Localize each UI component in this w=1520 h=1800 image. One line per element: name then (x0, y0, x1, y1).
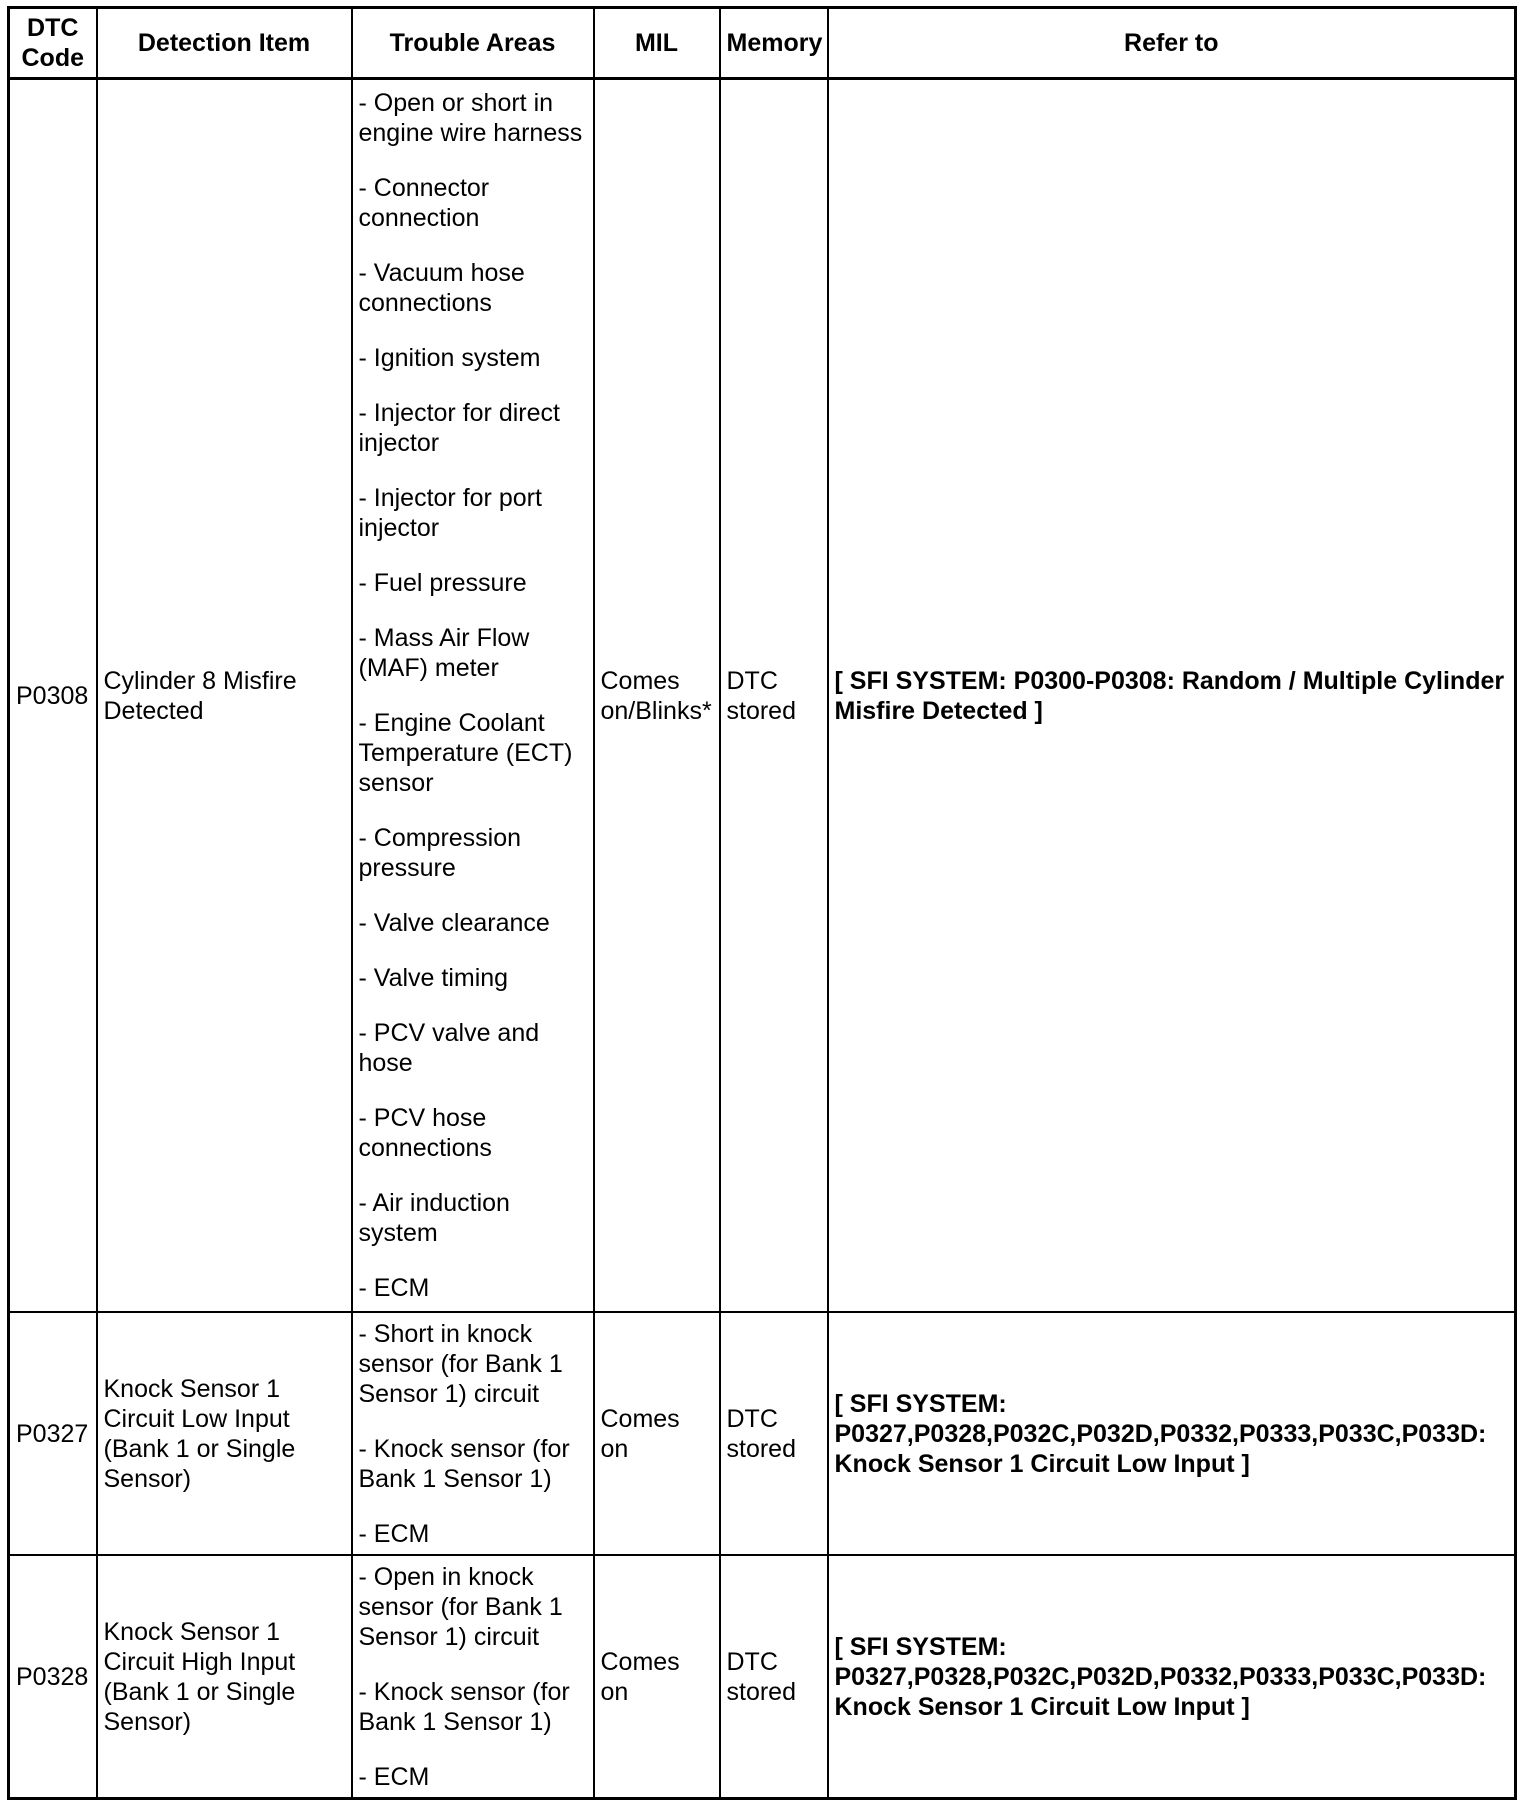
trouble-area-item: - Compression pressure (358, 824, 522, 882)
header-mil: MIL (594, 8, 720, 79)
dtc-code-cell: P0327 (9, 1312, 97, 1555)
trouble-area-item: - Mass Air Flow (MAF) meter (358, 624, 530, 682)
trouble-area-item: - Vacuum hose connections (358, 259, 525, 317)
trouble-area-item: - Engine Coolant Temperature (ECT) sensor (358, 709, 573, 797)
trouble-areas-cell (352, 1555, 594, 1799)
refer-to-link[interactable]: [ SFI SYSTEM: P0327,P0328,P032C,P032D,P0332,P0333,P033C,P033D: Knock Sensor 1 Circuit Low Input ] (828, 1312, 1516, 1555)
trouble-area-item: - PCV valve and hose (358, 1019, 540, 1077)
header-memory: Memory (720, 8, 828, 79)
trouble-area-item: - Knock sensor (for Bank 1 Sensor 1) (358, 1434, 570, 1493)
refer-to-link[interactable]: [ SFI SYSTEM: P0300-P0308: Random / Multiple Cylinder Misfire Detected ] (828, 79, 1516, 1313)
refer-to-link[interactable]: [ SFI SYSTEM: P0327,P0328,P032C,P032D,P0332,P0333,P033C,P033D: Knock Sensor 1 Circuit Low Input ] (828, 1555, 1516, 1799)
mil-cell: Comes on/Blinks* (594, 79, 720, 1313)
trouble-area-item: - Injector for port injector (358, 484, 542, 542)
trouble-areas-cell (352, 79, 594, 1313)
trouble-area-item: - PCV hose connections (358, 1104, 492, 1162)
trouble-area-item: - ECM (358, 1519, 430, 1548)
trouble-area-item: - Open or short in engine wire harness (358, 89, 583, 147)
trouble-area-item: - Air induction system (358, 1189, 510, 1247)
table-row (9, 1555, 1516, 1799)
header-dtc-code: DTC Code (9, 8, 97, 79)
table-row (9, 1312, 1516, 1555)
header-trouble-areas: Trouble Areas (352, 8, 594, 79)
detection-item-cell: Knock Sensor 1 Circuit High Input (Bank 1 or Single Sensor) (97, 1555, 352, 1799)
dtc-code-cell: P0328 (9, 1555, 97, 1799)
header-refer-to: Refer to (828, 8, 1516, 79)
trouble-area-item: - Knock sensor (for Bank 1 Sensor 1) (358, 1677, 570, 1736)
table-row (9, 79, 1516, 1313)
memory-cell: DTC stored (720, 1555, 828, 1799)
header-row (9, 8, 1516, 79)
trouble-area-item: - Fuel pressure (358, 569, 527, 597)
detection-item-cell: Cylinder 8 Misfire Detected (97, 79, 352, 1313)
trouble-area-item: - Injector for direct injector (358, 399, 560, 457)
memory-cell: DTC stored (720, 79, 828, 1313)
trouble-area-item: - Valve timing (358, 964, 509, 992)
mil-cell: Comes on (594, 1555, 720, 1799)
trouble-area-item: - Open in knock sensor (for Bank 1 Sensor 1) circuit (358, 1562, 563, 1651)
trouble-areas-cell (352, 1312, 594, 1555)
detection-item-cell: Knock Sensor 1 Circuit Low Input (Bank 1 or Single Sensor) (97, 1312, 352, 1555)
memory-cell: DTC stored (720, 1312, 828, 1555)
dtc-table (7, 6, 1517, 1800)
trouble-area-item: - Short in knock sensor (for Bank 1 Sensor 1) circuit (358, 1319, 563, 1408)
header-detection-item: Detection Item (97, 8, 352, 79)
trouble-area-item: - Connector connection (358, 174, 490, 232)
trouble-area-item: - ECM (358, 1762, 430, 1791)
trouble-area-item: - Ignition system (358, 344, 541, 372)
trouble-area-item: - ECM (358, 1274, 430, 1302)
mil-cell: Comes on (594, 1312, 720, 1555)
trouble-area-item: - Valve clearance (358, 909, 550, 937)
dtc-code-cell: P0308 (9, 79, 97, 1313)
